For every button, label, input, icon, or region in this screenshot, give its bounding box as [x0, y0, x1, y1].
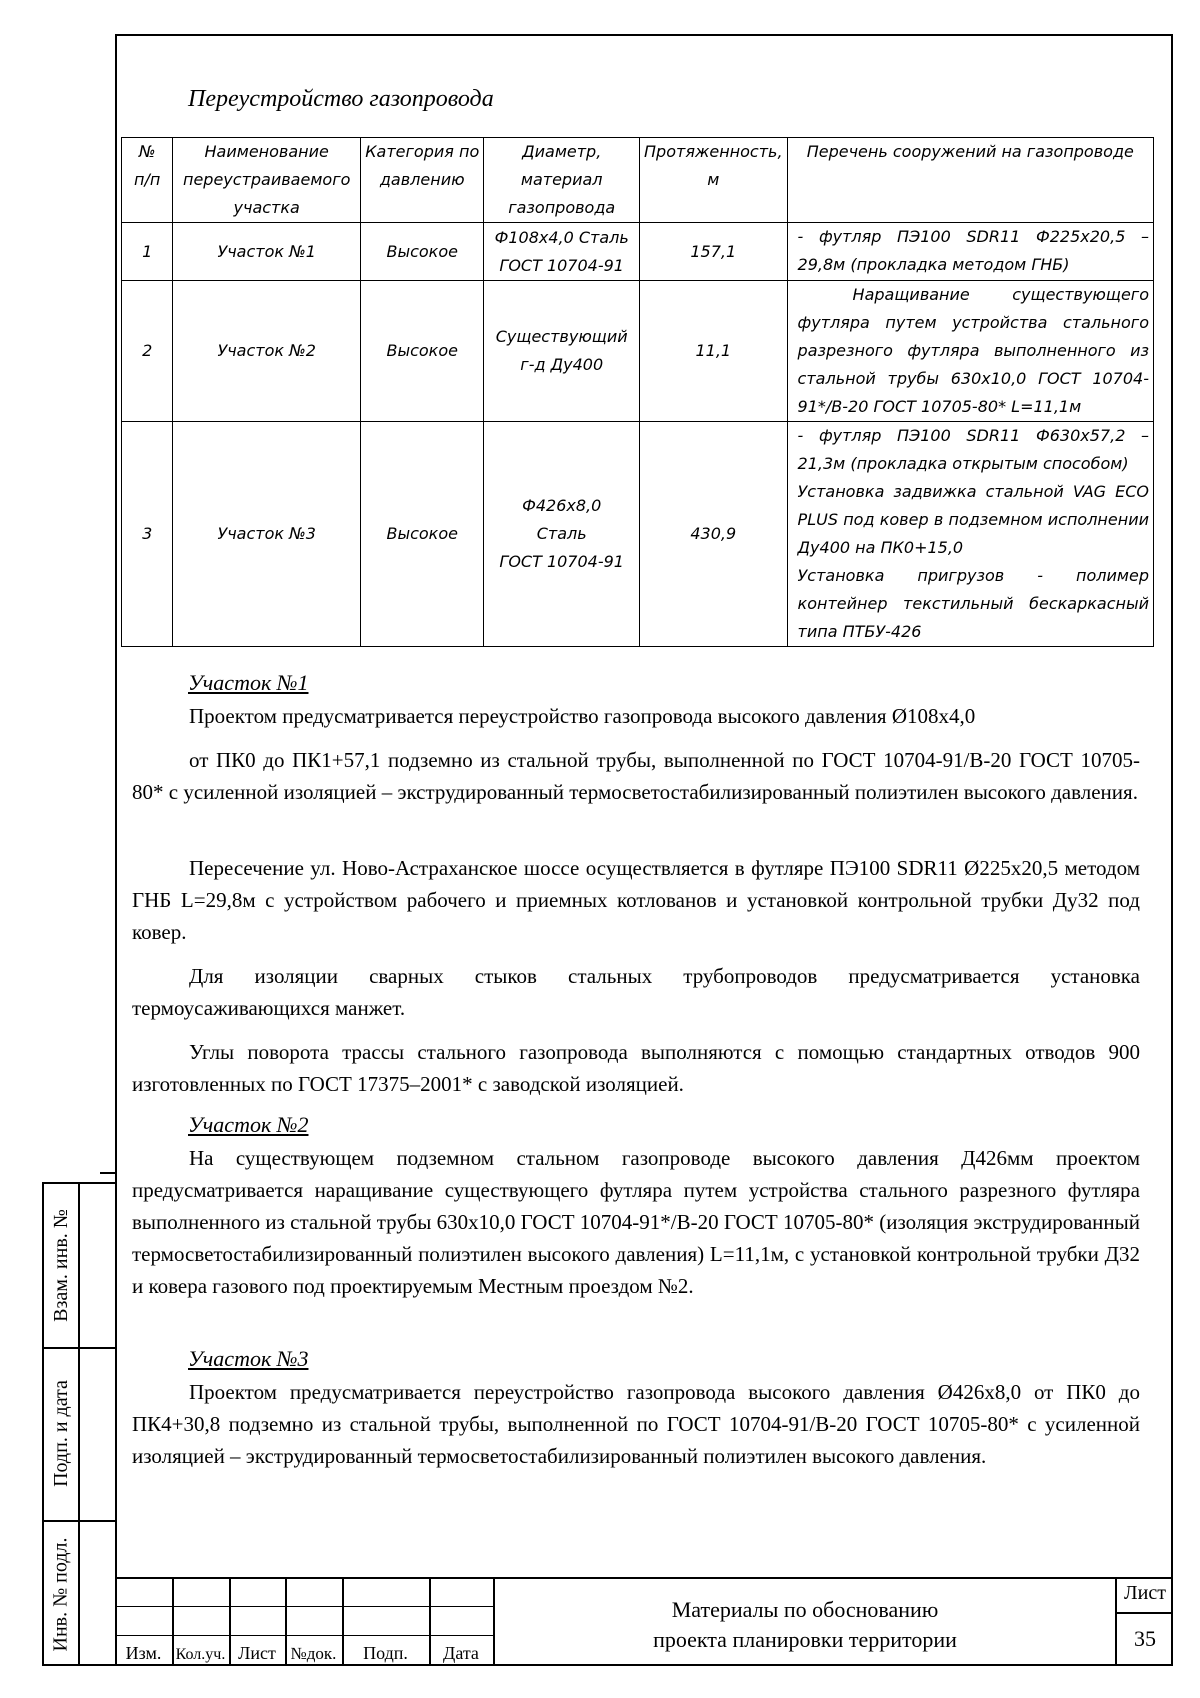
cell-num: 2: [122, 281, 173, 422]
cell-num: 1: [122, 223, 173, 281]
sheet-number: 35: [1134, 1626, 1156, 1651]
cell-length: 157,1: [640, 223, 788, 281]
header-length: Протяженность, м: [640, 138, 788, 223]
cell-length: 11,1: [640, 281, 788, 422]
table-row: [122, 223, 1154, 281]
cell-category: Высокое: [361, 281, 484, 422]
section-1-paragraph: Пересечение ул. Ново-Астраханское шоссе осуществляется в футляре ПЭ100 SDR11 Ø225х20,5 методом ГНБ L=29,8м с устройством рабочего и приемных котлованов и установкой контрольной трубки Ду32 под ковер.: [132, 856, 1140, 944]
page-heading: Переустройство газопровода: [188, 86, 494, 112]
col-izm: Изм.: [125, 1643, 162, 1663]
cell-structures: [787, 281, 1153, 422]
document-title: Материалы по обоснованию проекта планировки территории: [653, 1597, 957, 1652]
cell-name: Участок №1: [173, 223, 361, 281]
section-2-paragraph: На существующем подземном стальном газопроводе высокого давления Д426мм проектом предусматривается наращивание существующего футляра путем устройства стального разрезного футляра выполненного из стальной трубы 630х10,0 ГОСТ 10704-91*/В-20 ГОСТ 10705-80* (изоляция экструдированный термосветостабилизированный полиэтилен высокого давления) L=11,1м, с установкой контрольной трубки Д32 и ковера газового под проектируемым Местным проездом №2.: [132, 1146, 1140, 1298]
header-structures: Перечень сооружений на газопроводе: [787, 138, 1153, 223]
header-name: Наименование переустраиваемого участка: [173, 138, 361, 223]
inv-podl-label: Инв. № подл.: [49, 1537, 72, 1651]
cell-length: 430,9: [640, 422, 788, 647]
sheet-label: Лист: [1124, 1582, 1166, 1604]
cell-structures: [787, 223, 1153, 281]
cell-diameter: Ф426х8,0 Сталь ГОСТ 10704-91: [484, 422, 640, 647]
header-diameter: Диаметр, материал газопровода: [484, 138, 640, 223]
section-3-paragraph: Проектом предусматривается переустройство газопровода высокого давления Ø426х8,0 от ПК0 до ПК4+30,8 подземно из стальной трубы, выполненной по ГОСТ 10704-91/В-20 ГОСТ 10705-80* с усиленной изоляцией – экструдированный термосветостабилизированный полиэтилен высокого давления.: [132, 1380, 1140, 1468]
stamp-tick: [100, 1172, 117, 1174]
col-podp: Подп.: [363, 1643, 408, 1663]
table-header-row: [122, 138, 1154, 223]
section-title-3: Участок №3: [188, 1346, 309, 1371]
section-title-1: Участок №1: [188, 670, 309, 695]
header-num: № п/п: [122, 138, 173, 223]
cell-diameter: Существующий г-д Ду400: [484, 281, 640, 422]
header-category: Категория по давлению: [361, 138, 484, 223]
side-stamp: [42, 1182, 117, 1666]
podp-data-label: Подп. и дата: [49, 1380, 72, 1487]
structure-item: - футляр ПЭ100 SDR11 Ф630х57,2 – 21,3м (прокладка открытым способом): [797, 426, 1149, 473]
col-list: Лист: [238, 1643, 276, 1663]
title-block-grid: [115, 1577, 495, 1666]
cell-name: Участок №2: [173, 281, 361, 422]
zam-inv-label: Взам. инв. №: [49, 1209, 72, 1322]
section-title-2: Участок №2: [188, 1112, 309, 1137]
cell-category: Высокое: [361, 223, 484, 281]
sheet-box: [1115, 1577, 1173, 1666]
cell-num: 3: [122, 422, 173, 647]
col-ndok: №док.: [290, 1644, 337, 1663]
table-row: [122, 422, 1154, 647]
section-1-paragraph: Проектом предусматривается переустройство газопровода высокого давления Ø108х4,0: [189, 704, 976, 728]
structure-item: Наращивание существующего футляра путем устройства стального разрезного футляра выполненного из стальной трубы 630х10,0 ГОСТ 10704-91*/В-20 ГОСТ 10705-80* L=11,1м: [797, 285, 1149, 416]
structure-item: Установка задвижка стальной VAG ECO PLUS под ковер в подземном исполнении Ду400 на ПК0+15,0: [797, 482, 1149, 557]
cell-name: Участок №3: [173, 422, 361, 647]
cell-category: Высокое: [361, 422, 484, 647]
table-row: [122, 281, 1154, 422]
section-1-paragraph: Углы поворота трассы стального газопровода выполняются с помощью стандартных отводов 900 изготовленных по ГОСТ 17375–2001* с заводской изоляцией.: [132, 1040, 1140, 1096]
reconstruction-table: [121, 137, 1154, 647]
section-1-paragraph: от ПК0 до ПК1+57,1 подземно из стальной трубы, выполненной по ГОСТ 10704-91/В-20 ГОСТ 10705-80* с усиленной изоляцией – экструдированный термосветостабилизированный полиэтилен высокого давления.: [132, 748, 1140, 804]
cell-diameter: Ф108х4,0 Сталь ГОСТ 10704-91: [484, 223, 640, 281]
col-data: Дата: [443, 1643, 479, 1663]
sheet-separator: [1117, 1612, 1173, 1614]
cell-structures: [787, 422, 1153, 647]
col-koluch: Кол.уч.: [175, 1646, 226, 1663]
structure-item: Установка пригрузов - полимер контейнер текстильный бескаркасный типа ПТБУ-426: [797, 566, 1149, 641]
structure-item: - футляр ПЭ100 SDR11 Ф225х20,5 – 29,8м (прокладка методом ГНБ): [797, 227, 1149, 274]
side-stamp-divider: [78, 1184, 80, 1664]
section-1-paragraph: Для изоляции сварных стыков стальных трубопроводов предусматривается установка термоусаживающихся манжет.: [132, 964, 1140, 1020]
